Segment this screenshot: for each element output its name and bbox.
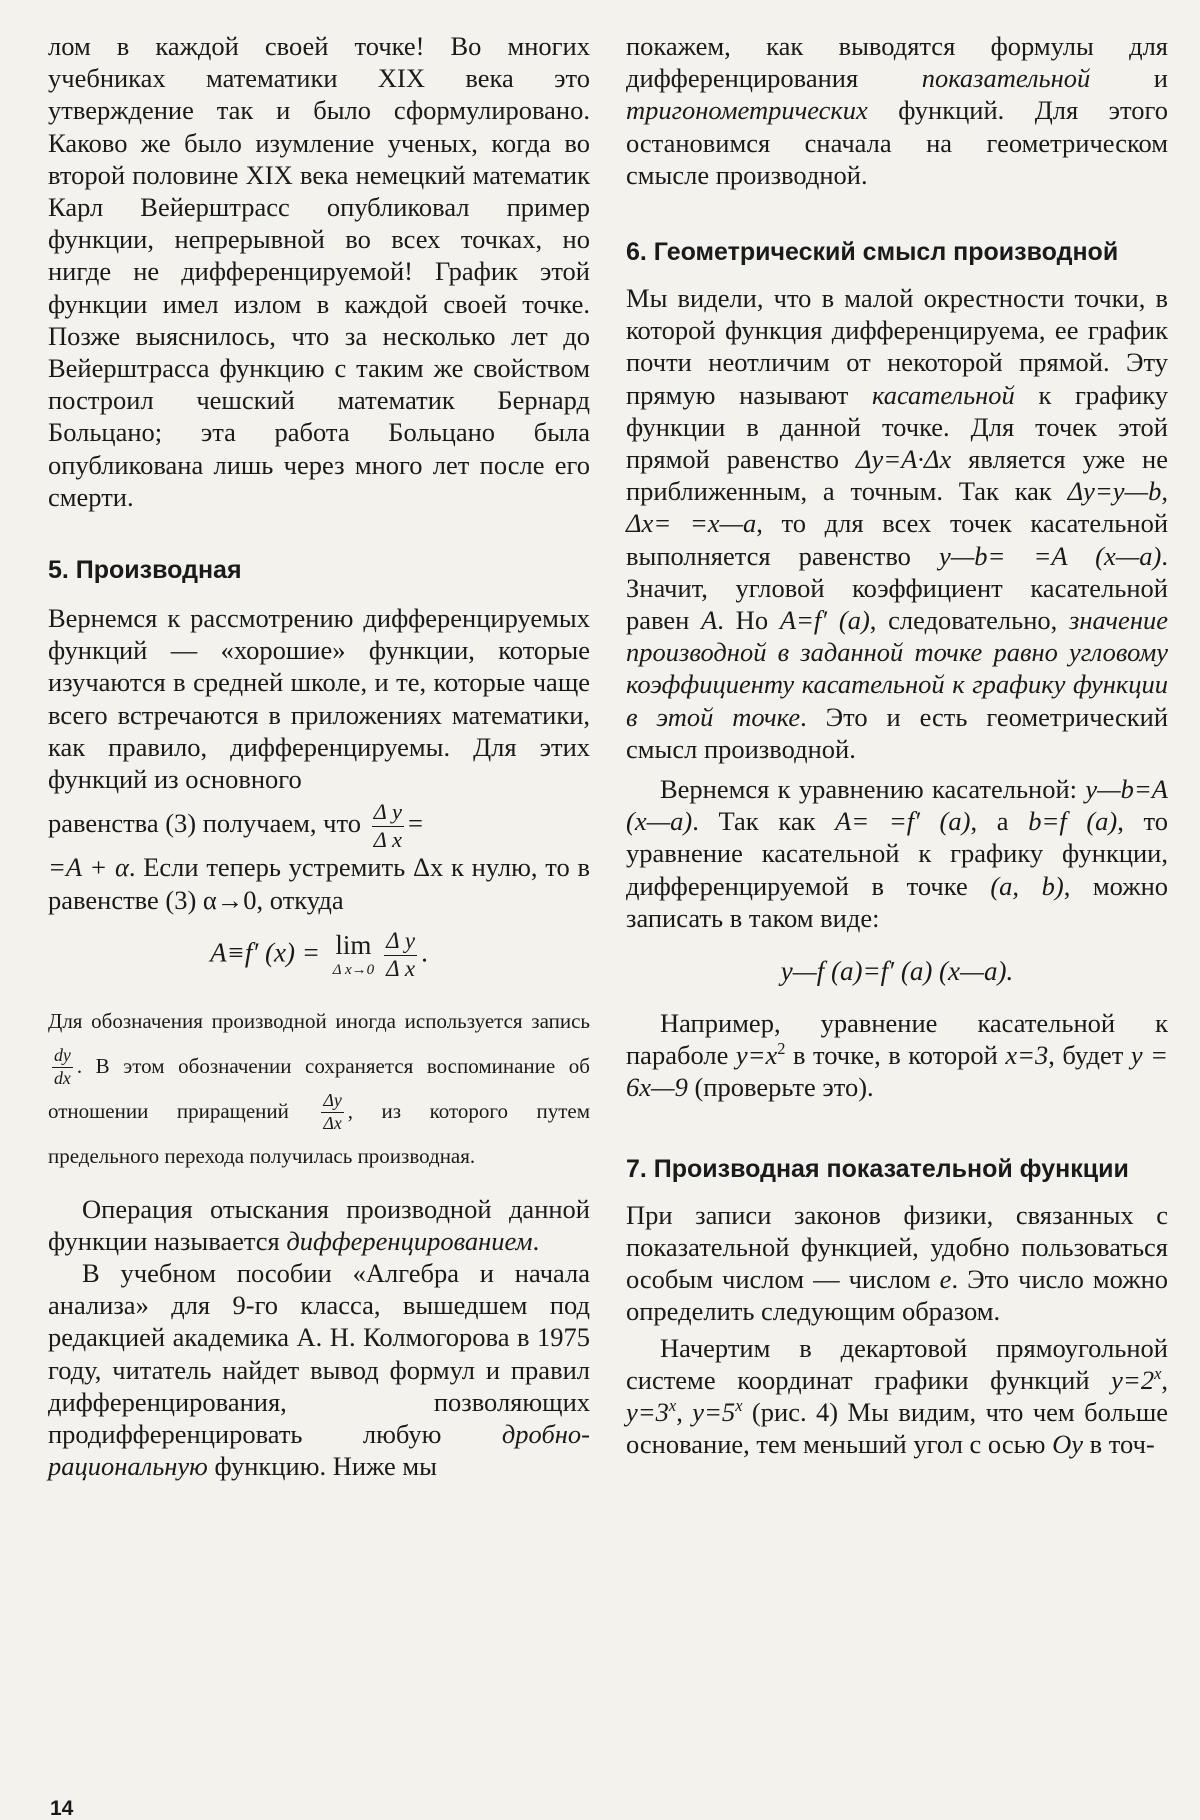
text-span: функцию. Ниже мы	[207, 1451, 437, 1482]
superscript: 2	[777, 1039, 786, 1059]
paragraph-exponential-graphs	[626, 1332, 1168, 1461]
formula-inline: y=5	[692, 1396, 736, 1427]
text-span: покажем, как выводятся формулы для дифференцирования	[626, 31, 1168, 94]
note-leibniz-notation	[48, 999, 590, 1179]
text-span: , то уравнение касательной к графику функции, дифференцируемой в точке	[626, 806, 1169, 901]
text-span: В учебном пособии «Алгебра и начала анализа» для 9-го класса, вышедшем под редакцией академика А. Н. Колмогорова в 1975 году, читатель найдет вывод формул и правил дифференцирования, позволяющих продифференцировать любую	[48, 1258, 590, 1450]
text-span: . Если теперь устремить Δx к нулю, то в равенстве (3) α→0, откуда	[48, 852, 590, 915]
paragraph-parabola-example	[626, 1007, 1168, 1104]
text-span: ,	[676, 1396, 693, 1427]
formula-tangent-line: y—f (a)=f′ (a) (x—a).	[780, 956, 1014, 987]
paragraph-number-e	[626, 1199, 1168, 1328]
paragraph-continuation	[626, 30, 1168, 191]
fraction-denominator: Δ x	[373, 826, 403, 852]
formula-lhs: A≡f′ (x) =	[210, 937, 320, 968]
text-span: к графику функции в данной точке. Для точек этой прямой равенство	[626, 379, 1169, 475]
formula-inline: y—b= =A (x—a)	[938, 540, 1162, 571]
text-span: . Так как	[692, 806, 836, 837]
italic-term: касательной	[871, 379, 1015, 410]
text-span: Например, уравнение касательной к параболе	[626, 1008, 1168, 1071]
equals-sign: =	[408, 808, 423, 839]
text-span: Начертим в декартовой прямоугольной системе координат графики функций	[626, 1332, 1168, 1395]
text-span: , можно записать в таком виде:	[626, 870, 1169, 933]
formula-inline: b=f (a)	[1028, 806, 1118, 837]
formula-inline: y—b=A (x—a)	[626, 774, 1168, 837]
limit-word: lim	[335, 930, 372, 961]
italic-term: дробно-рациональную	[48, 1419, 590, 1482]
text-span: . Но	[717, 605, 780, 636]
text-span: . Значит, угловой коэффициент касательной равен	[626, 540, 1168, 636]
text-span: , будет	[1048, 1040, 1131, 1071]
fraction-numerator: Δ y	[372, 801, 404, 827]
italic-term: дифференцированием	[286, 1225, 533, 1256]
right-column	[626, 30, 1168, 1460]
formula-inline: Δy=A·Δx	[855, 444, 952, 475]
paragraph-derivative-intro	[48, 602, 590, 795]
formula-inline: Δy=y—b, Δx= =x—a	[626, 476, 1168, 539]
fraction-increments	[321, 1092, 343, 1133]
italic-term: тригонометрических	[626, 95, 868, 126]
text-span: ,	[1161, 1364, 1168, 1395]
text-span: , то для всех точек касательной выполняется равенство	[626, 508, 1169, 571]
italic-term: показательной	[921, 63, 1091, 94]
text-span: функций. Для этого остановимся сначала на геометрическом смысле производной.	[626, 95, 1168, 190]
text-span: Мы видели, что в малой окрестности точки, в которой функция дифференцируема, ее график почти неотличим от некоторой прямой. Эту прямую называют	[626, 283, 1168, 410]
superscript: x	[1154, 1363, 1162, 1383]
text-span: При записи законов физики, связанных с показательной функцией, удобно пользоваться особым числом — числом	[626, 1199, 1168, 1295]
text-span: .	[532, 1225, 540, 1256]
superscript: x	[735, 1396, 743, 1416]
formula-inline: (a, b)	[990, 870, 1064, 901]
text-span: Вернемся к рассмотрению дифференцируемых функций — «хорошие» функции, которые изучаются в средней школе, и те, которые чаще всего встречаются в приложениях математики, как правило, дифференцируемы. Для этих функций из основного	[48, 603, 590, 795]
fraction-dy-dx	[372, 801, 404, 851]
formula-inline: y=2	[1111, 1364, 1155, 1395]
fraction-numerator: Δ y	[384, 930, 417, 956]
paragraph-tangent-equation	[626, 773, 1168, 934]
paragraph-weierstrass: лом в каждой своей точке! Во многих учебниках математики XIX века это утверждение так и было сформулировано. Каково же было изумление ученых, когда во второй половине XIX века немецкий математик Карл Вейерштрасс опубликовал пример функции, непрерывной во всех точках, но нигде не дифференцируемой! График этой функции имел излом в каждой своей точке. Позже выяснилось, что за несколько лет до Вейерштрасса функцию с таким же свойством построил чешский математик Бернард Больцано; эта работа Больцано была опубликована лишь через много лет после его смерти.	[48, 31, 590, 512]
fraction-numerator: dy	[52, 1047, 73, 1068]
paragraph-tangent	[626, 282, 1168, 765]
text-span: и	[1090, 63, 1168, 94]
text-span: , из которого путем предельного перехода получилась производная.	[48, 1098, 590, 1168]
text-span: является уже не приближенным, а точным. Так как	[626, 444, 1168, 507]
text-span: . В этом обозначении сохраняется воспоминание об отношении приращений	[48, 1053, 590, 1123]
fraction-leibniz	[52, 1047, 73, 1088]
limit-subscript: Δ x→0	[332, 962, 375, 979]
paragraph-textbook	[48, 1257, 590, 1482]
fraction-denominator: Δ x	[386, 955, 416, 981]
fraction-denominator: Δx	[323, 1113, 342, 1134]
formula-inline: y=x	[735, 1040, 778, 1071]
superscript: x	[668, 1396, 677, 1416]
formula-inline: x=3	[1005, 1040, 1049, 1071]
section-heading-7: 7. Производная показательной функции	[626, 1154, 1129, 1183]
text-span: Операция отыскания производной данной функции называется	[48, 1193, 590, 1256]
text-span: в точке, в которой	[785, 1040, 1006, 1071]
paragraph-differentiation	[48, 1193, 590, 1257]
text-span: в точ-	[1083, 1429, 1155, 1460]
section-heading-5: 5. Производная	[48, 556, 242, 585]
formula-inline: Oy	[1052, 1429, 1084, 1460]
text-span: (рис. 4) Мы видим, что чем больше основание, тем меньший угол с осью	[626, 1396, 1168, 1460]
formula-derivative-definition	[48, 927, 590, 981]
fraction-numerator: Δy	[321, 1092, 343, 1113]
formula-inline: y=3	[626, 1396, 669, 1427]
text-span: Вернемся к уравнению касательной:	[660, 774, 1086, 805]
text-span: равенства (3) получаем, что	[48, 808, 361, 839]
formula-inline: A=f′ (a)	[779, 605, 870, 636]
page-number: 14	[50, 1797, 74, 1820]
formula-inline: y = 6x—9	[626, 1040, 1169, 1103]
formula-period: .	[421, 937, 428, 968]
formula-inline: =A + α	[48, 852, 129, 883]
text-span: Для обозначения производной иногда используется запись	[48, 1008, 590, 1033]
section-heading-6: 6. Геометрический смысл производной	[626, 238, 1119, 267]
text-span: , а	[970, 806, 1029, 837]
fraction-denominator: dx	[54, 1068, 71, 1089]
limit-operator	[333, 932, 374, 978]
formula-fraction	[384, 927, 417, 981]
paragraph-derivative-equality	[48, 801, 590, 851]
text-span: . Это число можно определить следующим образом.	[626, 1264, 1169, 1327]
formula-inline: A= =f′ (a)	[835, 806, 971, 837]
formula-inline: e	[939, 1264, 952, 1295]
formula-inline: A	[701, 605, 718, 636]
left-column	[48, 30, 590, 1482]
text-span: (проверьте это).	[687, 1072, 874, 1103]
text-span: . Это и есть геометрический смысл производной.	[626, 701, 1168, 764]
italic-statement: значение производной в заданной точке равно угловому коэффициенту касательной к графику функции в этой точке	[626, 605, 1168, 732]
paragraph-derivative-limit	[48, 851, 590, 915]
text-span: , следовательно,	[869, 605, 1070, 636]
